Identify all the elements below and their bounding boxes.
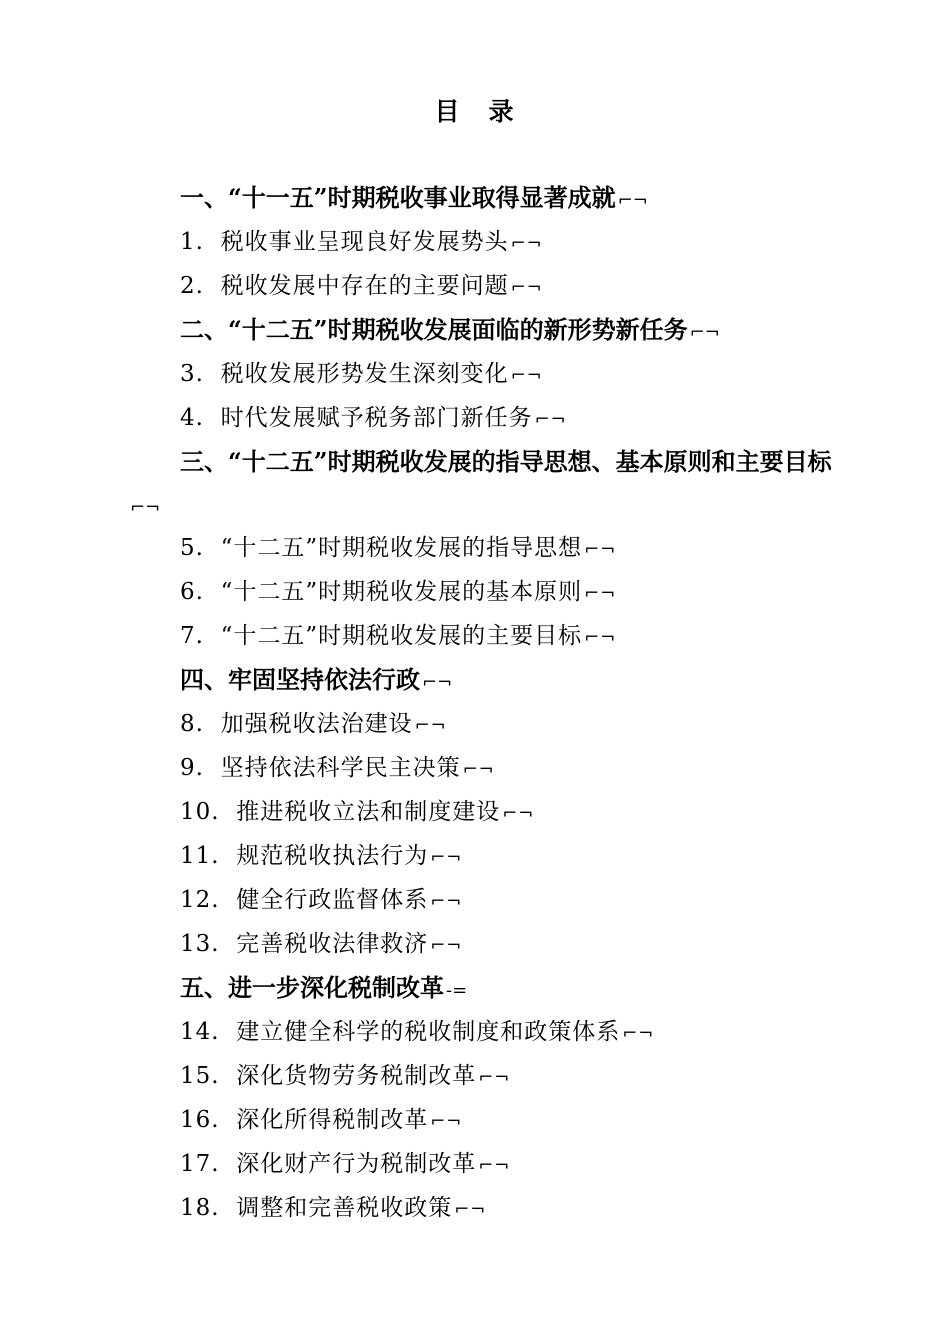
toc-sub-entry[interactable] [0,834,950,878]
toc-entry-text: 税收事业呈现良好发展势头 [220,229,509,255]
toc-entry-text: 深化货物劳务税制改革 [236,1063,477,1089]
field-marker-icon: ⌐¬ [510,365,543,386]
toc-sub-entry[interactable] [0,746,950,790]
field-marker-icon: ⌐¬ [414,715,447,736]
toc-entry-number: 5. [180,535,204,561]
toc-sub-entry[interactable] [0,220,950,264]
field-marker-icon: ⌐¬ [584,539,617,560]
field-marker-icon: ⌐¬ [462,759,495,780]
field-marker-icon: ⌐¬ [584,627,617,648]
toc-sub-entry[interactable] [0,922,950,966]
toc-sub-entry[interactable] [0,878,950,922]
field-marker-icon: ⌐¬ [584,583,617,604]
field-marker-icon: ⌐¬ [510,233,543,254]
field-marker-icon: ⌐¬ [534,409,567,430]
toc-entry-text: 调整和完善税收政策 [236,1195,453,1221]
toc-sub-entry[interactable] [0,1186,950,1230]
toc-entry-text: 建立健全科学的税收制度和政策体系 [236,1019,621,1045]
field-marker-icon: ⌐¬ [689,322,720,343]
toc-entry-text: 一、“十一五”时期税收事业取得显著成就 [180,183,616,212]
toc-sub-entry[interactable] [0,1142,950,1186]
toc-sub-entry[interactable] [0,1098,950,1142]
toc-entry-text: 规范税收执法行为 [236,843,429,869]
toc-entry-number: 1. [180,229,204,255]
field-marker-icon: ⌐¬ [430,1111,463,1132]
toc-entry-number: 7. [180,623,204,649]
toc-entry-text: 推进税收立法和制度建设 [236,799,501,825]
toc-sub-entry[interactable] [0,614,950,658]
toc-sub-entry[interactable] [0,1054,950,1098]
field-marker-icon: ⌐¬ [478,1155,511,1176]
toc-section-entry[interactable] [0,308,950,352]
toc-sub-entry[interactable] [0,570,950,614]
toc-entry-number: 15. [180,1063,220,1089]
field-marker-icon: ⌐¬ [510,277,543,298]
field-marker-icon: ⌐¬ [430,847,463,868]
toc-entry-text: 二、“十二五”时期税收发展面临的新形势新任务 [180,315,688,344]
field-marker-icon: ⌐¬ [422,672,453,693]
toc-sub-entry[interactable] [0,702,950,746]
toc-entry-text: “十二五”时期税收发展的主要目标 [220,623,583,649]
toc-entry-number: 12. [180,887,220,913]
toc-entry-text: 坚持依法科学民主决策 [220,755,461,781]
field-marker-icon: -= [446,980,468,1001]
toc-entry-text: 税收发展形势发生深刻变化 [220,361,509,387]
toc-sub-entry[interactable] [0,264,950,308]
toc-entry-number: 13. [180,931,220,957]
toc-entry-text: 三、“十二五”时期税收发展的指导思想、基本原则和主要目标 [180,447,832,476]
toc-entry-number: 6. [180,579,204,605]
table-of-contents [0,176,950,1230]
toc-section-entry[interactable] [0,440,833,526]
toc-section-entry[interactable] [0,176,950,220]
page-title: 目 录 [434,97,516,126]
field-marker-icon: ⌐¬ [622,1023,655,1044]
toc-entry-text: 五、进一步深化税制改革 [180,973,444,1002]
field-marker-icon: ⌐¬ [430,935,463,956]
field-marker-icon: ⌐¬ [478,1067,511,1088]
toc-entry-text: 深化财产行为税制改革 [236,1151,477,1177]
toc-entry-number: 4. [180,405,204,431]
toc-sub-entry[interactable] [0,396,950,440]
toc-entry-text: 税收发展中存在的主要问题 [220,273,509,299]
toc-sub-entry[interactable] [0,790,950,834]
toc-entry-text: 时代发展赋予税务部门新任务 [220,405,533,431]
field-marker-icon: ⌐¬ [130,497,161,518]
field-marker-icon: ⌐¬ [502,803,535,824]
toc-sub-entry[interactable] [0,352,950,396]
toc-section-entry[interactable] [0,658,950,702]
field-marker-icon: ⌐¬ [454,1199,487,1220]
toc-entry-text: 完善税收法律救济 [236,931,429,957]
toc-entry-text: 加强税收法治建设 [220,711,413,737]
toc-entry-text: “十二五”时期税收发展的基本原则 [220,579,583,605]
toc-entry-number: 3. [180,361,204,387]
toc-entry-number: 14. [180,1019,220,1045]
toc-entry-text: “十二五”时期税收发展的指导思想 [220,535,583,561]
toc-sub-entry[interactable] [0,1010,950,1054]
toc-entry-text: 四、牢固坚持依法行政 [180,665,420,694]
toc-section-entry[interactable] [0,966,950,1010]
toc-entry-number: 10. [180,799,220,825]
toc-entry-number: 11. [180,843,220,869]
field-marker-icon: ⌐¬ [430,891,463,912]
toc-entry-number: 16. [180,1107,220,1133]
toc-entry-text: 健全行政监督体系 [236,887,429,913]
toc-entry-text: 深化所得税制改革 [236,1107,429,1133]
toc-entry-number: 2. [180,273,204,299]
toc-entry-number: 18. [180,1195,220,1221]
field-marker-icon: ⌐¬ [617,190,648,211]
toc-entry-number: 9. [180,755,204,781]
toc-sub-entry[interactable] [0,526,950,570]
toc-entry-number: 17. [180,1151,220,1177]
toc-entry-number: 8. [180,711,204,737]
